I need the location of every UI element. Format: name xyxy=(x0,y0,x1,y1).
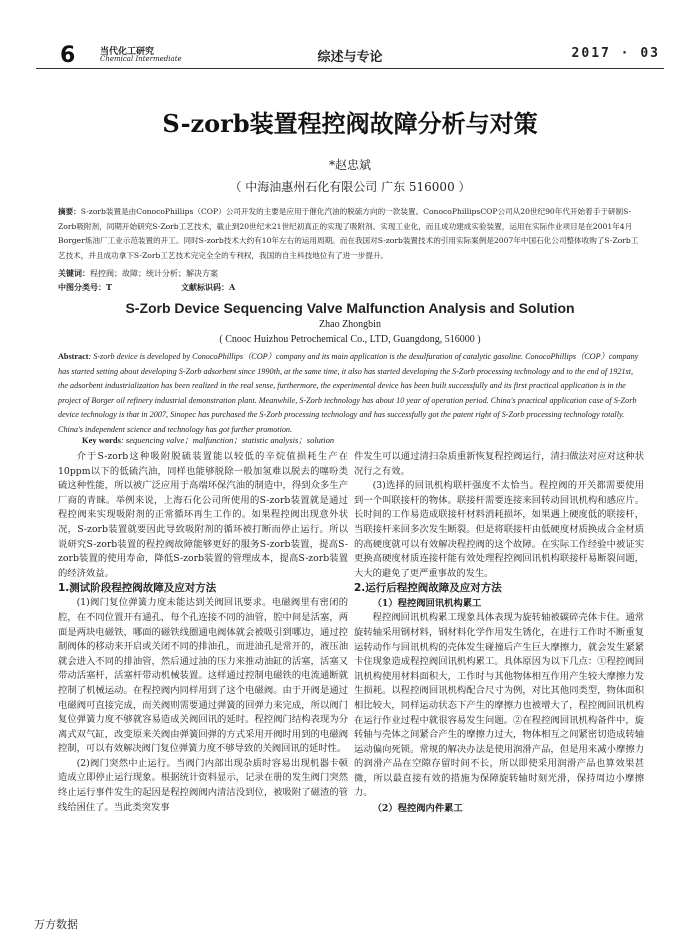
author-cn: *赵忠斌 xyxy=(328,158,371,172)
section-title: 综述与专论 xyxy=(317,50,383,65)
intro-paragraph: 介于S-zorb这种吸附脱硫装置能以较低的辛烷值损耗生产在10ppm以下的低硫汽油，同样也能够脱除一般加氢难以脱去的噻吩类硫这种性能，所以被广泛应用于高端环保汽油的制造中，得到众多生产厂商的青睐。举例来说，上海石化公司所使用的S-zorb装置就是通过程控阀来实现吸附剂的正常循环再生工作的。如果程控阀出现意外状况，S-zorb装置就要因此导致吸附剂的循环被打断而停止运行。所以说研究S-zorb装置的程控阀故障能够更好的服务S-zorb装置，提高S-zorb装置的使用寿命，降低S-zorb装置的管理成本，提高S-zorb装置的经济效益。 xyxy=(58,451,348,579)
section-heading-2: 2.运行后程控阀故障及应对方法 xyxy=(354,582,502,595)
doc-code-cn: A xyxy=(229,282,236,292)
class-label-cn: 中图分类号： xyxy=(58,282,106,292)
magazine-title-cn: 当代化工研究 xyxy=(100,47,155,57)
abstract-label-en: Abstract xyxy=(58,352,89,361)
section-heading-1: 1.测试阶段程控阀故障及应对方法 xyxy=(58,582,217,595)
abstract-en xyxy=(58,350,642,437)
page-header xyxy=(36,40,664,66)
abstract-label-cn: 摘要： xyxy=(58,207,81,216)
keywords-text-en: : sequencing valve；malfunction；statistic analysis；solution xyxy=(120,435,335,445)
class-code-cn: T xyxy=(106,282,112,292)
article-title-en: S-Zorb Device Sequencing Valve Malfunction Analysis and Solution xyxy=(125,300,575,316)
footer-watermark: 万方数据 xyxy=(34,918,78,931)
paragraph-2-continued: 件发生可以通过清扫杂质重新恢复程控阀运行，清扫做法对应对这种状况行之有效。 xyxy=(354,451,644,477)
keywords-cn xyxy=(58,268,218,279)
affiliation-cn: （ 中海油惠州石化有限公司 广东 516000 ） xyxy=(229,180,471,194)
paragraph-1: (1)阀门复位弹簧力度未能达到关阀回讯要求。电磁阀里有密闭的腔，在不同位置开有通孔，每个孔连接不同的油管，腔中间是活塞，两面是两块电磁铁，哪面的磁铁线圈通电阀体就会被吸引到哪边，通过控制阀体的移动来开启或关闭不同的排油孔，而进油孔是常开的，液压油就会进入不同的排油管，然后通过油的压力来推动油缸的活塞，活塞又带动活塞杆，活塞杆带动机械装置。这样通过控制电磁铁的电流通断就控制了机械运动。在程控阀内同样用到了这个电磁阀。由于开阀是通过电磁阀可直接完成，而关阀则需要通过弹簧的回弹力来完成，所以阀门复位弹簧力度不够就容易造成关阀回讯的延时。程控阀门结构表现为分离式双气缸，改变原来关阀由弹簧回弹的方式采用开阀时用到的电磁阀控制，可以有效解决阀门复位弹簧力度不够导致的关阀回讯的延时性。 xyxy=(58,597,348,755)
article-title-cn: S-zorb装置程控阀故障分析与对策 xyxy=(162,109,538,138)
body-column-right xyxy=(354,450,644,816)
abstract-text-en: : S-zorb device is developed by ConocoPhillips（COP）company and its main application is the desulfuration of catalytic gasoline. ConocoPhillips（COP）company has started setting about developing S-Zorb adsorbent since 1990th, at the same time, it also has started developing the S-Zorb processing technology and to the end of 1921st, the adsorbent industrialization has been realized in the real sense, furthermore, the experimental device has been built successfully and its first practical application is in the project of Borger oil refinery industrial demonstration plant. Meanwhile, S-Zorb technology has about 10 year of operation period. China's practical application case of S-Zorb device technology is that in 2007, Sinopec has purchased the S-Zorb processing technology and has successfully got the patent right of S-Zorb processing technology totally. China's independent science and technology has got further promotion. xyxy=(58,352,639,434)
affiliation-en: ( Cnooc Huizhou Petrochemical Co., LTD, Guangdong, 516000 ) xyxy=(219,334,481,345)
keywords-label-en: Key words xyxy=(82,435,121,445)
keywords-label-cn: 关键词： xyxy=(58,268,90,278)
paragraph-2: (2)阀门突然中止运行。当阀门内部出现杂质时容易出现机器卡顿造成立即停止运行现象。根据统计资料显示，记录在册的发生阀门突然终止运行事件发生的起因是程控阀阀内清洁没到位，被吸附了磁渣的管线给困住了。当此类突发事 xyxy=(58,757,348,813)
keywords-text-cn: 程控阀；故障；统计分析；解决方案 xyxy=(90,269,218,278)
magazine-title-en: Chemical Intermediate xyxy=(100,55,182,63)
abstract-cn xyxy=(58,205,642,263)
subheading-2-1: （1）程控阀回讯机构累工 xyxy=(372,598,482,610)
header-divider xyxy=(36,68,664,69)
issue-number: 2017 · 03 xyxy=(571,46,660,61)
author-en: Zhao Zhongbin xyxy=(319,319,381,330)
paragraph-3: (3)选择的回讯机构联杆强度不太恰当。程控阀的开关都需要使用到一个叫联接杆的物体。联接杆需要连接来回转动回讯机构和感应片。长时间的工作易造成联接杆材料消耗损坏，如果遇上硬度低的联接杆，当联接杆来回多次发生断裂。但是将联接杆由低硬度材质换成合金材质的高硬度就可以有效解决程控阀的这个故障。在实际工作经验中被证实更换高硬度材质连接杆能有效处理程控阀回讯机构联接杆易断裂问题，大大的避免了更严重事故的发生。 xyxy=(354,480,644,579)
abstract-text-cn: S-zorb装置是由ConocoPhillips（COP）公司开发的主要是应用于催化汽油的脱硫方向的一款装置。ConocoPhillipsCOP公司从20世纪90年代开始着手于研制S-Zorb吸附剂，同期开始研究S-Zorb工艺技术，截止到20世纪末21世纪初真正的实现了吸附剂、实现工业化，而且成功建成实验装置，运用在实际作业项目是在2001年4月Borger炼油厂工业示范装置的开工。同时S-zorb技术大约有10年左右的运用周期。而在我国对S-zorb装置技术的引用实际案例是2007年中国石化公司整体收购了S-Zorb工艺技术，并且成功拿下S-Zorb工艺技术完完全全的专利权，我国的自主科技地位有了进一步提升。 xyxy=(58,207,639,260)
keywords-en xyxy=(82,434,334,446)
paragraph-4: 程控阀回讯机构累工现象具体表现为旋转轴被碳碎壳体卡住。通常旋转轴采用钢材料，钢材料化学作用发生锈化，在进行工作时不断重复运转动作与回讯机构的壳体发生碰撞后产生巨大摩擦力，就会发生紧紧卡住现象造成程控阀回讯机构累工。具体原因为以下几点：①程控阀回讯机构使用材料面积大，工作时与其他物体相互作用产生较大摩擦力发生损耗。以程控阀回讯机构配合尺寸为例，对比其他同类型，物体面积相比较大，同样运动状态下产生的摩擦力也被增大了，程控阀回讯机构在运行作业过程中就很容易发生问题。②在程控阀回讯机构备件中，旋转轴与壳体之间紧合产生的摩擦力过大，物体相互之间紧密切造成转轴运动偏向死锁。常规的解决办法是使用润滑产品，但是用来减小摩擦力的润滑产品在空隙存留时间不长，所以即使采用润滑产品也算效果甚微，所以最直接有效的措施为保障旋转轴时刻光滑，保持周边小摩擦力。 xyxy=(354,612,644,799)
classification-cn xyxy=(58,282,235,293)
doc-label-cn: 文献标识码： xyxy=(181,282,230,292)
page-number: 6 xyxy=(60,43,76,68)
subheading-2-2: （2）程控阀内件累工 xyxy=(372,803,463,815)
body-column-left xyxy=(58,450,348,815)
